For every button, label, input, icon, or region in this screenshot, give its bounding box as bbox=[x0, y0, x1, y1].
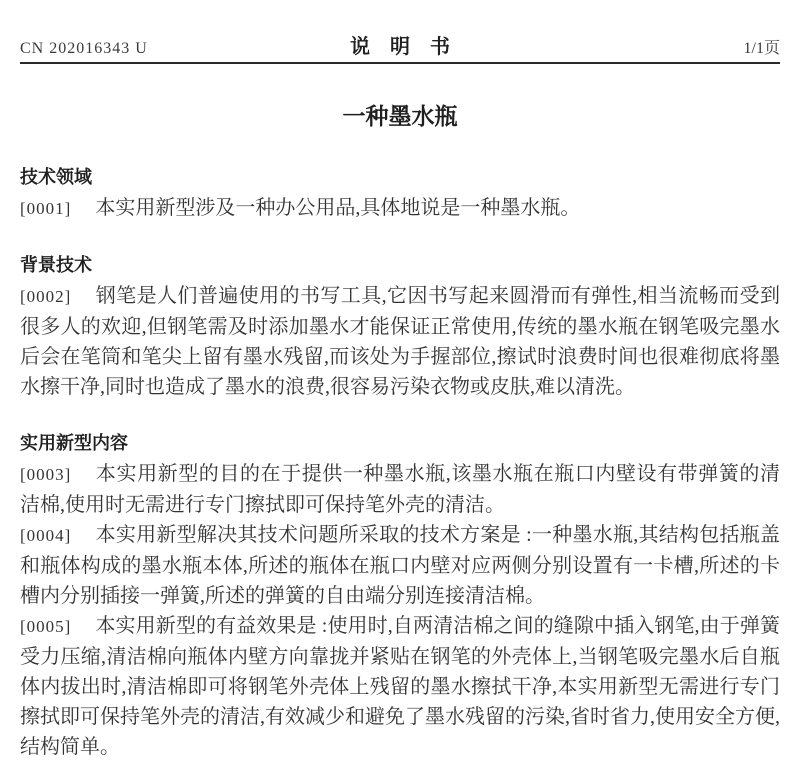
paragraph-number: [0004] bbox=[20, 526, 72, 545]
paragraph-number: [0001] bbox=[20, 199, 72, 218]
paragraph-text: 钢笔是人们普遍使用的书写工具,它因书写起来圆滑而有弹性,相当流畅而受到很多人的欢迎,但钢笔需及时添加墨水才能保证正常使用,传统的墨水瓶在钢笔吸完墨水后会在笔筒和笔尖上留有墨水残留,而该处为手握部位,擦试时浪费时间也很难彻底将墨水擦干净,同时也造成了墨水的浪费,很容易污染衣物或皮肤,难以清洗。 bbox=[20, 285, 780, 398]
page-indicator: 1/1页 bbox=[743, 40, 780, 57]
paragraph-text: 本实用新型的有益效果是 :使用时,自两清洁棉之间的缝隙中插入钢笔,由于弹簧受力压缩,清洁棉向瓶体内壁方向靠拢并紧贴在钢笔的外壳体上,当钢笔吸完墨水后自瓶体内拔出时,清洁棉即可将钢笔外壳体上残留的墨水擦拭干净,本实用新型无需进行专门擦拭即可保持笔外壳的清洁,有效减少和避免了墨水残留的污染,省时省力,使用安全方便,结构简单。 bbox=[20, 615, 780, 758]
section bbox=[20, 164, 780, 224]
document-number: CN 202016343 U bbox=[20, 40, 148, 57]
section-heading: 技术领域 bbox=[20, 167, 92, 187]
paragraph bbox=[20, 193, 780, 224]
paragraph bbox=[20, 281, 780, 402]
section bbox=[20, 252, 780, 402]
paragraph bbox=[20, 459, 780, 520]
header-divider bbox=[20, 62, 780, 64]
paragraph bbox=[20, 611, 780, 762]
paragraph-number: [0005] bbox=[20, 617, 72, 636]
paragraph-number: [0002] bbox=[20, 287, 72, 306]
paragraph-text: 本实用新型解决其技术问题所采取的技术方案是 :一种墨水瓶,其结构包括瓶盖和瓶体构成的墨水瓶本体,所述的瓶体在瓶口内壁对应两侧分别设置有一卡槽,所述的卡槽内分别插接一弹簧,所述的弹簧的自由端分别连接清洁棉。 bbox=[20, 524, 780, 607]
paragraph-text: 本实用新型的目的在于提供一种墨水瓶,该墨水瓶在瓶口内壁设有带弹簧的清洁棉,使用时无需进行专门擦拭即可保持笔外壳的清洁。 bbox=[20, 463, 780, 516]
paragraph bbox=[20, 520, 780, 611]
section-heading: 实用新型内容 bbox=[20, 433, 128, 453]
document-type-title: 说 明 书 bbox=[350, 36, 450, 58]
paragraph-text: 本实用新型涉及一种办公用品,具体地说是一种墨水瓶。 bbox=[95, 197, 581, 219]
section bbox=[20, 430, 780, 762]
sections-container bbox=[20, 164, 780, 762]
section-heading: 背景技术 bbox=[20, 255, 92, 275]
page-header bbox=[20, 0, 780, 62]
paragraph-number: [0003] bbox=[20, 465, 72, 484]
invention-title: 一种墨水瓶 bbox=[342, 103, 458, 129]
